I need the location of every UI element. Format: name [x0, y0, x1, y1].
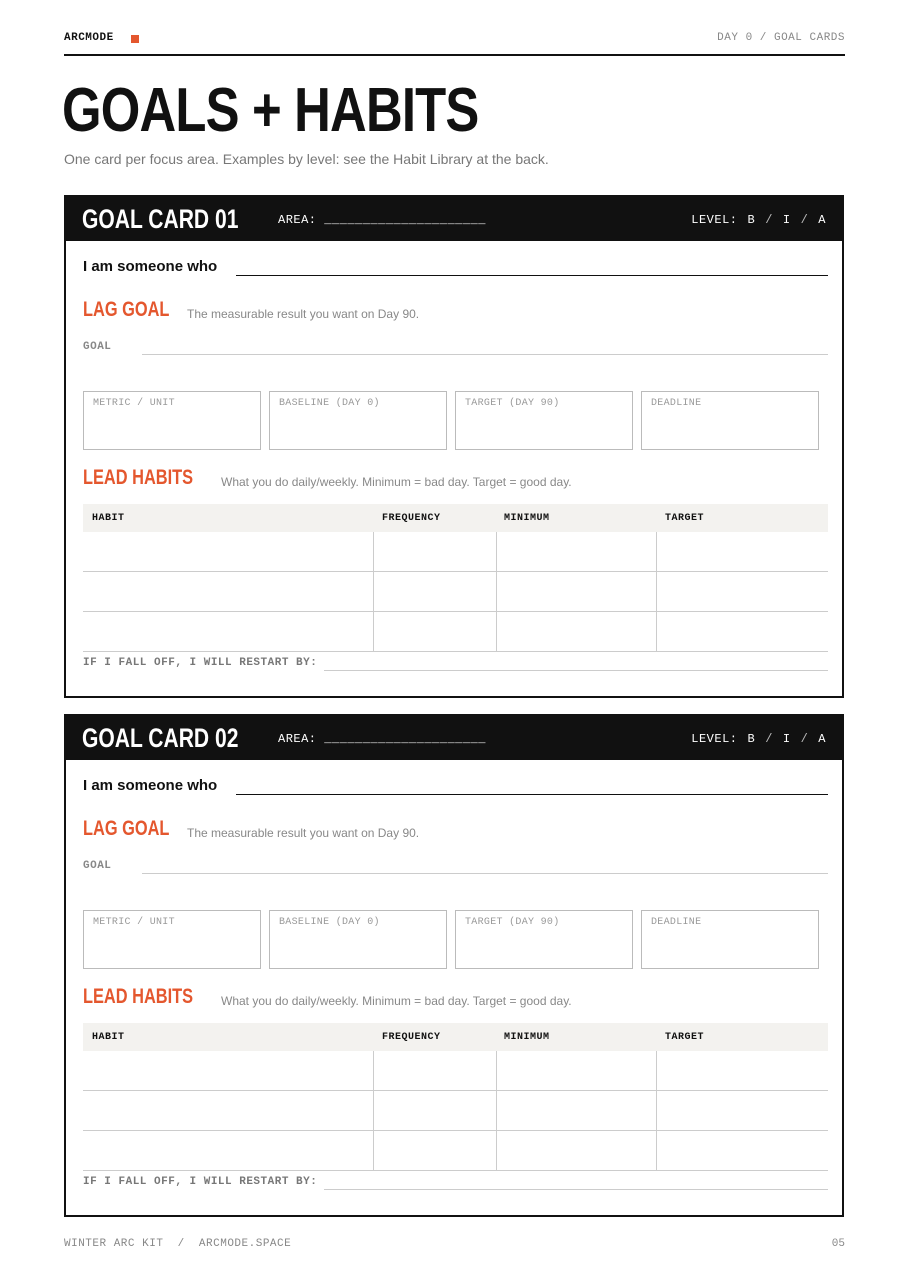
- metric-field-box[interactable]: [269, 391, 447, 450]
- page-subtitle: One card per focus area. Examples by level: see the Habit Library at the back.: [64, 151, 549, 167]
- page-title: GOALS + HABITS: [62, 76, 479, 145]
- level-selector: [691, 213, 826, 227]
- habit-table-header: [83, 504, 828, 532]
- habit-column-divider: [373, 1051, 374, 1170]
- area-blank: _____________________: [324, 732, 486, 746]
- level-option-b[interactable]: B: [747, 213, 756, 227]
- habit-column-header: MINIMUM: [504, 513, 550, 524]
- habit-column-header: TARGET: [665, 1032, 705, 1043]
- level-separator: /: [800, 213, 809, 227]
- habit-table-row[interactable]: [83, 612, 828, 652]
- level-selector: [691, 732, 826, 746]
- habit-table-row[interactable]: [83, 1091, 828, 1131]
- habit-table-row[interactable]: [83, 1131, 828, 1171]
- lag-goal-description: The measurable result you want on Day 90.: [187, 826, 420, 840]
- metric-field-box[interactable]: [641, 391, 819, 450]
- level-label: LEVEL:: [691, 732, 738, 746]
- area-field[interactable]: [278, 213, 486, 227]
- brand-name: ARCMODE: [64, 32, 114, 44]
- habit-table-row[interactable]: [83, 1051, 828, 1091]
- habit-column-header: FREQUENCY: [382, 1032, 441, 1043]
- goal-card: [64, 714, 844, 1217]
- metric-field-box[interactable]: [83, 391, 261, 450]
- goal-label: GOAL: [83, 341, 112, 353]
- goal-label: GOAL: [83, 860, 112, 872]
- metric-field-box[interactable]: [83, 910, 261, 969]
- identity-prompt: I am someone who: [83, 777, 218, 794]
- metric-field-label: METRIC / UNIT: [93, 398, 175, 409]
- lead-habits-description: What you do daily/weekly. Minimum = bad day. Target = good day.: [221, 475, 572, 489]
- metric-field-box[interactable]: [269, 910, 447, 969]
- area-blank: _____________________: [324, 213, 486, 227]
- card-header: [66, 716, 842, 760]
- metric-field-label: BASELINE (DAY 0): [279, 398, 380, 409]
- level-option-i[interactable]: I: [782, 732, 791, 746]
- lead-habits-title: LEAD HABITS: [83, 985, 194, 1008]
- card-header: [66, 197, 842, 241]
- metric-field-label: BASELINE (DAY 0): [279, 917, 380, 928]
- area-label: AREA:: [278, 732, 317, 746]
- level-separator: /: [765, 213, 773, 227]
- habit-table-header: [83, 1023, 828, 1051]
- identity-input-line[interactable]: [236, 275, 828, 276]
- lead-habits-description: What you do daily/weekly. Minimum = bad day. Target = good day.: [221, 994, 572, 1008]
- area-label: AREA:: [278, 213, 317, 227]
- habit-column-header: TARGET: [665, 513, 705, 524]
- goal-input-line[interactable]: [142, 354, 828, 355]
- habit-column-header: HABIT: [92, 513, 125, 524]
- card-title: GOAL CARD 01: [82, 204, 239, 234]
- brand-square-icon: [131, 35, 139, 43]
- lag-goal-title: LAG GOAL: [83, 817, 170, 840]
- metric-field-label: DEADLINE: [651, 398, 702, 409]
- restart-input-line[interactable]: [324, 670, 828, 671]
- metric-field-label: TARGET (DAY 90): [465, 917, 560, 928]
- habit-column-header: MINIMUM: [504, 1032, 550, 1043]
- area-field[interactable]: [278, 732, 486, 746]
- identity-input-line[interactable]: [236, 794, 828, 795]
- top-bar: [64, 30, 845, 56]
- habit-column-divider: [496, 1051, 497, 1170]
- metric-field-box[interactable]: [641, 910, 819, 969]
- habit-column-divider: [656, 532, 657, 651]
- footer-credit: WINTER ARC KIT / ARCMODE.SPACE: [64, 1238, 292, 1250]
- level-option-i[interactable]: I: [782, 213, 791, 227]
- breadcrumb: DAY 0 / GOAL CARDS: [717, 32, 845, 44]
- level-label: LEVEL:: [691, 213, 738, 227]
- page-number: 05: [831, 1238, 845, 1250]
- restart-label: IF I FALL OFF, I WILL RESTART BY:: [83, 1176, 318, 1188]
- identity-prompt: I am someone who: [83, 258, 218, 275]
- level-separator: /: [765, 732, 773, 746]
- restart-input-line[interactable]: [324, 1189, 828, 1190]
- habit-column-divider: [373, 532, 374, 651]
- habit-column-header: FREQUENCY: [382, 513, 441, 524]
- habit-table-row[interactable]: [83, 572, 828, 612]
- level-option-b[interactable]: B: [747, 732, 756, 746]
- habit-table-row[interactable]: [83, 532, 828, 572]
- goal-input-line[interactable]: [142, 873, 828, 874]
- level-separator: /: [800, 732, 809, 746]
- goal-card: [64, 195, 844, 698]
- metric-field-box[interactable]: [455, 910, 633, 969]
- metric-field-box[interactable]: [455, 391, 633, 450]
- card-title: GOAL CARD 02: [82, 723, 239, 753]
- level-option-a[interactable]: A: [818, 732, 826, 746]
- habit-column-divider: [496, 532, 497, 651]
- metric-field-label: TARGET (DAY 90): [465, 398, 560, 409]
- metric-field-label: DEADLINE: [651, 917, 702, 928]
- level-option-a[interactable]: A: [818, 213, 826, 227]
- habit-column-divider: [656, 1051, 657, 1170]
- restart-label: IF I FALL OFF, I WILL RESTART BY:: [83, 657, 318, 669]
- lag-goal-description: The measurable result you want on Day 90.: [187, 307, 420, 321]
- habit-column-header: HABIT: [92, 1032, 125, 1043]
- lead-habits-title: LEAD HABITS: [83, 466, 194, 489]
- lag-goal-title: LAG GOAL: [83, 298, 170, 321]
- metric-field-label: METRIC / UNIT: [93, 917, 175, 928]
